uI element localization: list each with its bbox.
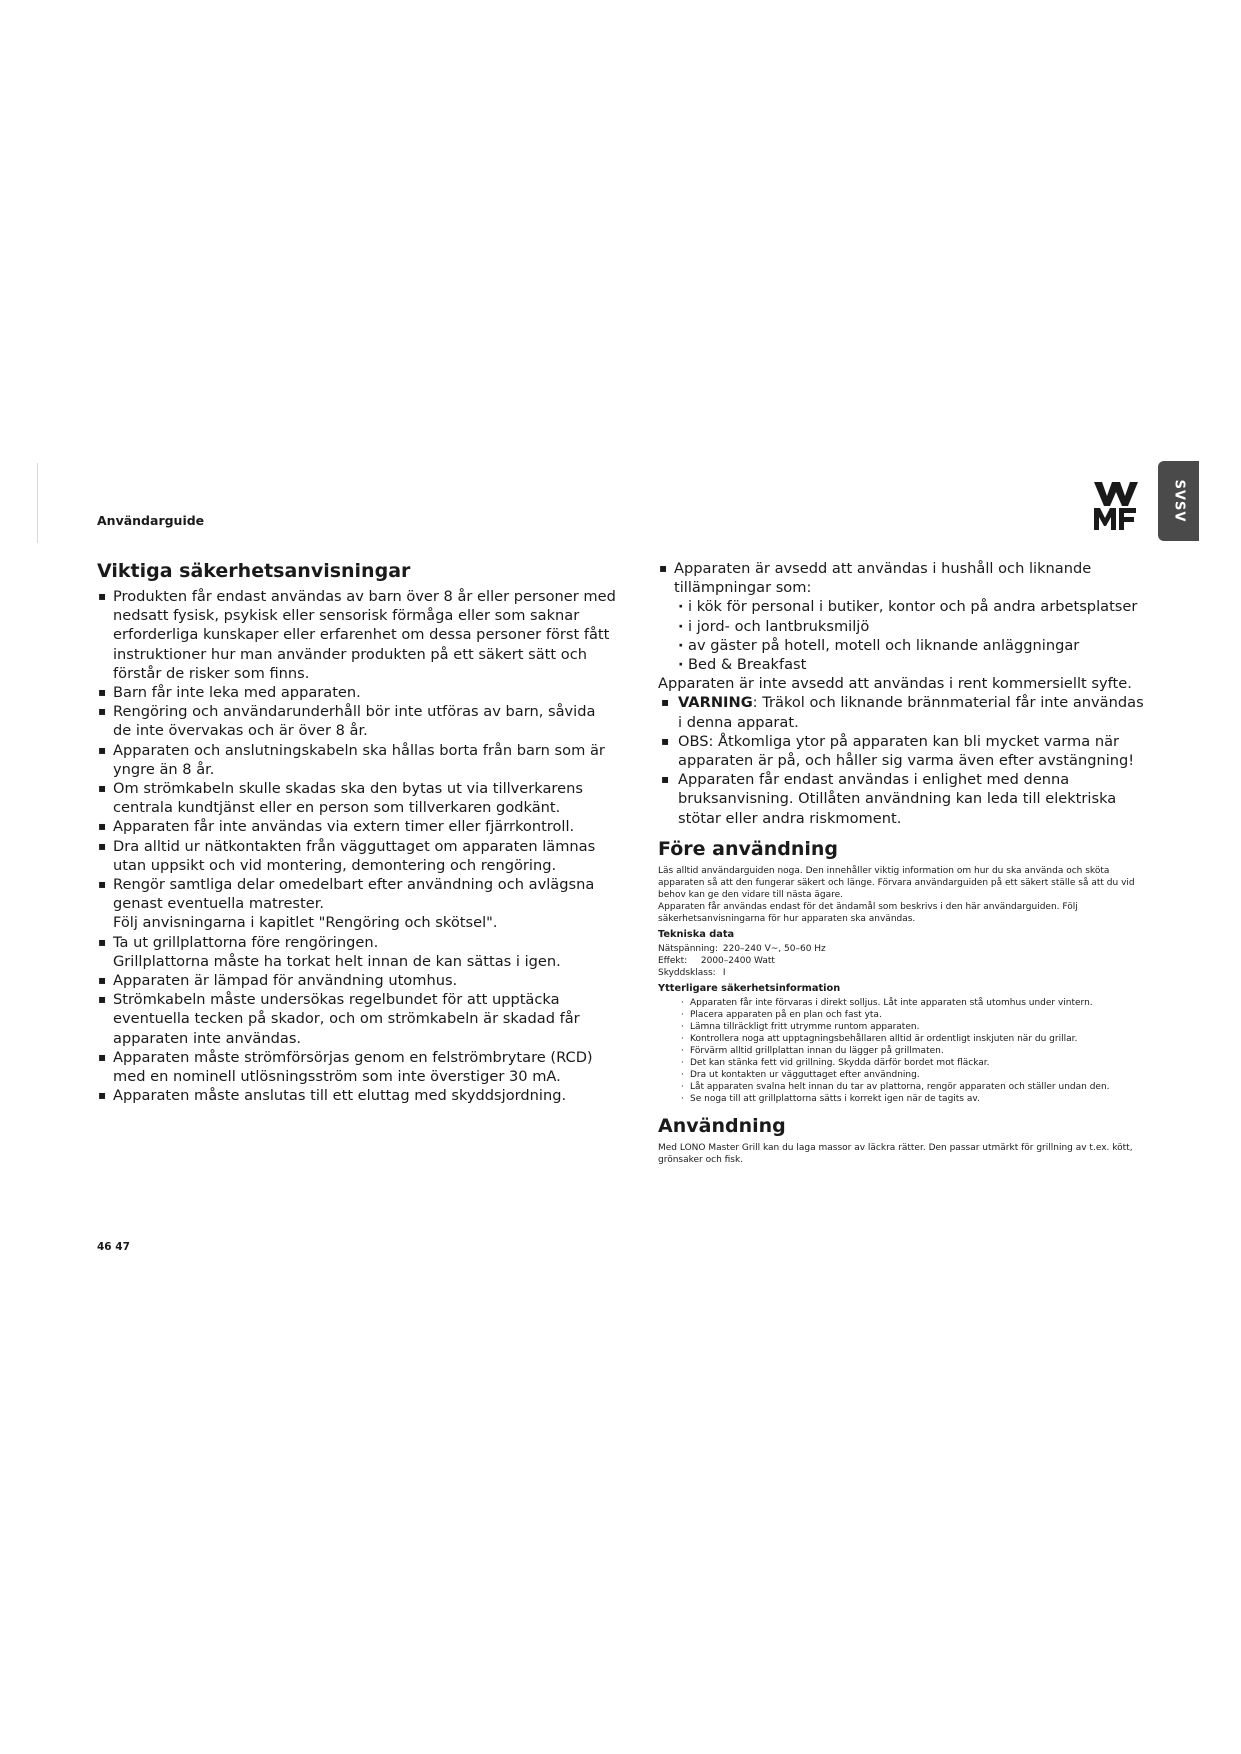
- safety-instructions-column: [97, 558, 617, 1105]
- sub-list-item: · i jord- och lantbruksmiljö: [658, 617, 1150, 636]
- warning-text: : Träkol och liknande brännmaterial får inte användas i denna apparat.: [678, 694, 1144, 731]
- list-note: Följ anvisningarna i kapitlet "Rengöring och skötsel".: [113, 914, 498, 932]
- tech-data-title: Tekniska data: [658, 928, 735, 940]
- list-item: · Det kan stänka fett vid grillning. Skydda därför bordet mot fläckar.: [658, 1057, 1150, 1069]
- usage-list: [658, 559, 1150, 828]
- language-tab[interactable]: [1158, 461, 1199, 541]
- before-use-paragraph: Läs alltid användarguiden noga. Den innehåller viktig information om hur du ska använda och sköta apparaten så att den fungerar säkert och länge. Förvara användarguiden på ett säkert ställe så att du vid behov kan ge den vidare till nästa ägare.: [658, 865, 1135, 900]
- commercial-note: Apparaten är inte avsedd att användas i rent kommersiellt syfte.: [658, 675, 1132, 693]
- list-item: ▪ Rengör samtliga delar omedelbart efter användning och avlägsna genast eventuella matrester.: [97, 875, 617, 913]
- sub-list-item: · Bed & Breakfast: [658, 655, 1150, 674]
- usage-paragraph: Med LONO Master Grill kan du laga massor av läckra rätter. Den passar utmärkt för grillning av t.ex. kött, grönsaker och fisk.: [658, 1142, 1133, 1165]
- list-item: ▪ Apparaten och anslutningskabeln ska hållas borta från barn som är yngre än 8 år.: [97, 741, 617, 779]
- tech-row: [658, 955, 1150, 967]
- before-use-title: Före användning: [658, 837, 838, 860]
- tech-value: 220–240 V~, 50–60 Hz: [722, 943, 826, 954]
- list-item: ▪ Ta ut grillplattorna före rengöringen.: [97, 933, 617, 952]
- running-header: Användarguide: [97, 513, 205, 528]
- list-note: Grillplattorna måste ha torkat helt innan de kan sättas i igen.: [113, 952, 561, 970]
- list-item: ▪ Apparaten är avsedd att användas i hushåll och liknande tillämpningar som:: [658, 559, 1150, 597]
- list-item: ▪ Strömkabeln måste undersökas regelbundet för att upptäcka eventuella tecken på skador, och om strömkabeln är skadad får apparaten inte användas.: [97, 990, 617, 1048]
- tech-key: Skyddsklass:: [658, 967, 716, 978]
- list-item: ▪ Dra alltid ur nätkontakten från vägguttaget om apparaten lämnas utan uppsikt och vid montering, demontering och rengöring.: [97, 837, 617, 875]
- list-item: · Förvärm alltid grillplattan innan du lägger på grillmaten.: [658, 1045, 1150, 1057]
- safety-title: Viktiga säkerhetsanvisningar: [97, 560, 411, 582]
- tech-row: [658, 967, 1150, 979]
- list-item: · Lämna tillräckligt fritt utrymme runtom apparaten.: [658, 1021, 1150, 1033]
- obs-item: ▪ OBS: Åtkomliga ytor på apparaten kan bli mycket varma när apparaten är på, och håller sig varma även efter avstängning!: [660, 732, 1150, 770]
- tech-value: I: [722, 967, 726, 978]
- list-item: ▪ Apparaten måste anslutas till ett eluttag med skyddsjordning.: [97, 1086, 617, 1105]
- tech-key: Nätspänning:: [658, 943, 719, 954]
- wmf-logo: [1092, 480, 1142, 532]
- tech-value: 2000–2400 Watt: [700, 955, 775, 966]
- warning-label: VARNING: [678, 694, 753, 712]
- tech-key: Effekt:: [658, 955, 688, 966]
- list-item: · Placera apparaten på en plan och fast yta.: [658, 1009, 1150, 1021]
- manual-item: ▪ Apparaten får endast användas i enlighet med denna bruksanvisning. Otillåten användning kan leda till elektriska stötar eller andra riskmoment.: [660, 770, 1150, 828]
- before-use-section: [658, 865, 1150, 1105]
- list-item: ▪ Apparaten måste strömförsörjas genom en felströmbrytare (RCD) med en nominell utlösningsström som inte överstiger 30 mA.: [97, 1048, 617, 1086]
- usage-column: [658, 558, 1150, 1166]
- list-item: · Apparaten får inte förvaras i direkt solljus. Låt inte apparaten stå utomhus under vintern.: [658, 997, 1150, 1009]
- before-use-paragraph: Apparaten får användas endast för det ändamål som beskrivs i den här användarguiden. Följ säkerhetsanvisningarna för hur apparaten ska användas.: [658, 901, 1078, 924]
- list-item: ▪ Apparaten får inte användas via extern timer eller fjärrkontroll.: [97, 817, 617, 836]
- list-item: · Kontrollera noga att upptagningsbehållaren alltid är ordentligt inskjuten när du grillar.: [658, 1033, 1150, 1045]
- list-item: ▪ Barn får inte leka med apparaten.: [97, 683, 617, 702]
- list-item: · Se noga till att grillplattorna sätts i korrekt igen när de tagits av.: [658, 1093, 1150, 1105]
- extra-safety-title: Ytterligare säkerhetsinformation: [658, 982, 841, 994]
- usage-title: Användning: [658, 1114, 786, 1137]
- list-item: ▪ Rengöring och användarunderhåll bör inte utföras av barn, såvida de inte övervakas och är över 8 år.: [97, 702, 617, 740]
- list-item: · Dra ut kontakten ur vägguttaget efter användning.: [658, 1069, 1150, 1081]
- sub-list-item: · i kök för personal i butiker, kontor och på andra arbetsplatser: [658, 597, 1150, 616]
- page-numbers: 46 47: [97, 1241, 130, 1253]
- tech-row: [658, 943, 1150, 955]
- list-item: · Låt apparaten svalna helt innan du tar av plattorna, rengör apparaten och ställer undan den.: [658, 1081, 1150, 1093]
- list-item: ▪ Om strömkabeln skulle skadas ska den bytas ut via tillverkarens centrala kundtjänst eller en person som tillverkaren godkänt.: [97, 779, 617, 817]
- safety-list: [97, 587, 617, 1105]
- list-item: ▪ Apparaten är lämpad för användning utomhus.: [97, 971, 617, 990]
- warning-item: [660, 693, 1150, 731]
- page-edge-line: [37, 463, 38, 543]
- list-item: ▪ Produkten får endast användas av barn över 8 år eller personer med nedsatt fysisk, psykisk eller sensorisk förmåga eller som saknar erforderliga kunskaper eller erfarenhet om dessa personer först fått instruktioner hur man använder produkten på ett säkert sätt och förstår de risker som finns.: [97, 587, 617, 683]
- language-tab-label: SVSV: [1171, 479, 1186, 523]
- sub-list-item: · av gäster på hotell, motell och liknande anläggningar: [658, 636, 1150, 655]
